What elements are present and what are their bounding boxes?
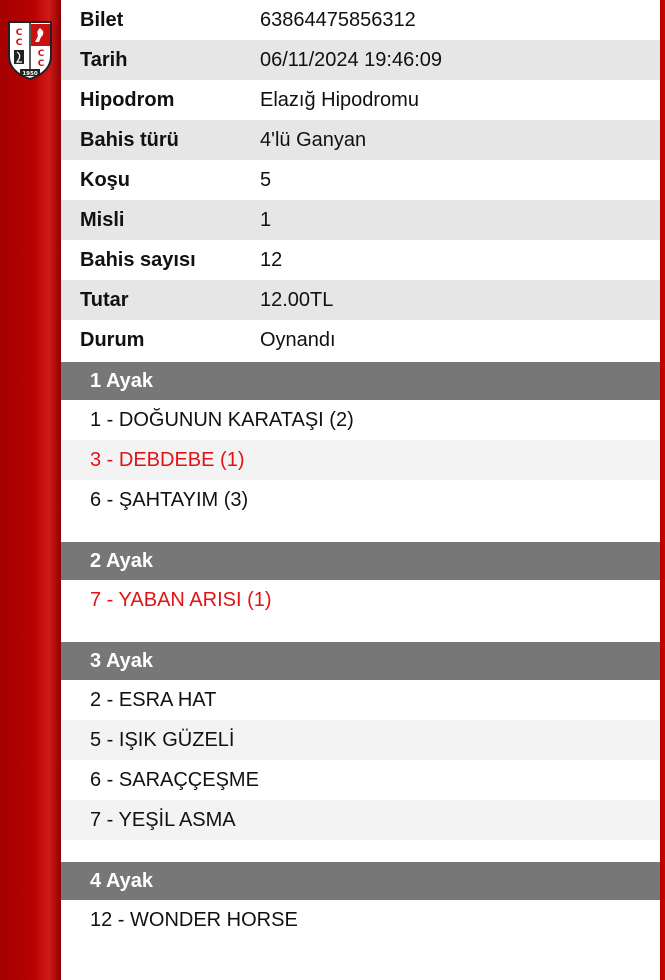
ticket-info-row [61,0,660,40]
leg-header: 3 Ayak [61,642,660,680]
ticket-info-row [61,40,660,80]
info-label: Hipodrom [80,89,175,111]
horse-row: 5 - IŞIK GÜZELİ [61,720,660,760]
leg-section [61,362,660,520]
ticket-info-row [61,200,660,240]
horse-row: 7 - YEŞİL ASMA [61,800,660,840]
leg-section [61,642,660,840]
svg-text:C: C [37,49,45,59]
left-brand-bar [0,0,61,980]
horse-row: 7 - YABAN ARISI (1) [90,589,272,611]
club-crest-logo [6,20,54,80]
svg-text:C: C [37,59,45,69]
ticket-detail-panel [61,0,660,980]
leg-section [61,862,660,940]
horse-row: 6 - ŞAHTAYIM (3) [90,489,249,511]
logo-year: 1950 [22,71,38,77]
info-value: 12 [260,249,283,271]
horse-row: 1 - DOĞUNUN KARATAŞI (2) [90,409,354,431]
info-value: 06/11/2024 19:46:09 [260,49,443,71]
ticket-info-row [61,80,660,120]
info-value: Elazığ Hipodromu [260,89,419,111]
leg-header: 2 Ayak [61,542,660,580]
ticket-info-row [61,280,660,320]
info-label: Tutar [80,289,129,311]
ticket-info-row [61,160,660,200]
ticket-info-row [61,240,660,280]
svg-text:C: C [15,28,23,38]
leg-header: 4 Ayak [61,862,660,900]
horse-row: 6 - SARAÇÇEŞME [90,769,259,791]
info-label: Koşu [80,169,130,191]
info-value: 4'lü Ganyan [260,129,367,151]
info-value: 63864475856312 [260,9,416,31]
leg-header: 1 Ayak [61,362,660,400]
info-value: 1 [260,209,272,231]
leg-section [61,542,660,620]
info-value: 12.00TL [260,289,334,311]
svg-text:C: C [15,38,23,48]
info-label: Bilet [80,9,124,31]
info-label: Bahis türü [80,129,179,151]
info-label: Bahis sayısı [80,249,196,271]
horse-row: 12 - WONDER HORSE [90,909,298,931]
horse-row: 2 - ESRA HAT [90,689,217,711]
info-label: Durum [80,329,145,351]
info-label: Misli [80,209,125,231]
right-brand-bar [660,0,665,980]
horse-row: 3 - DEBDEBE (1) [61,440,660,480]
ticket-info-table [61,0,660,360]
ticket-info-row [61,320,660,360]
legs-list [61,362,660,940]
info-value: 5 [260,169,272,191]
info-label: Tarih [80,49,128,71]
ticket-info-row [61,120,660,160]
info-value: Oynandı [260,329,336,351]
